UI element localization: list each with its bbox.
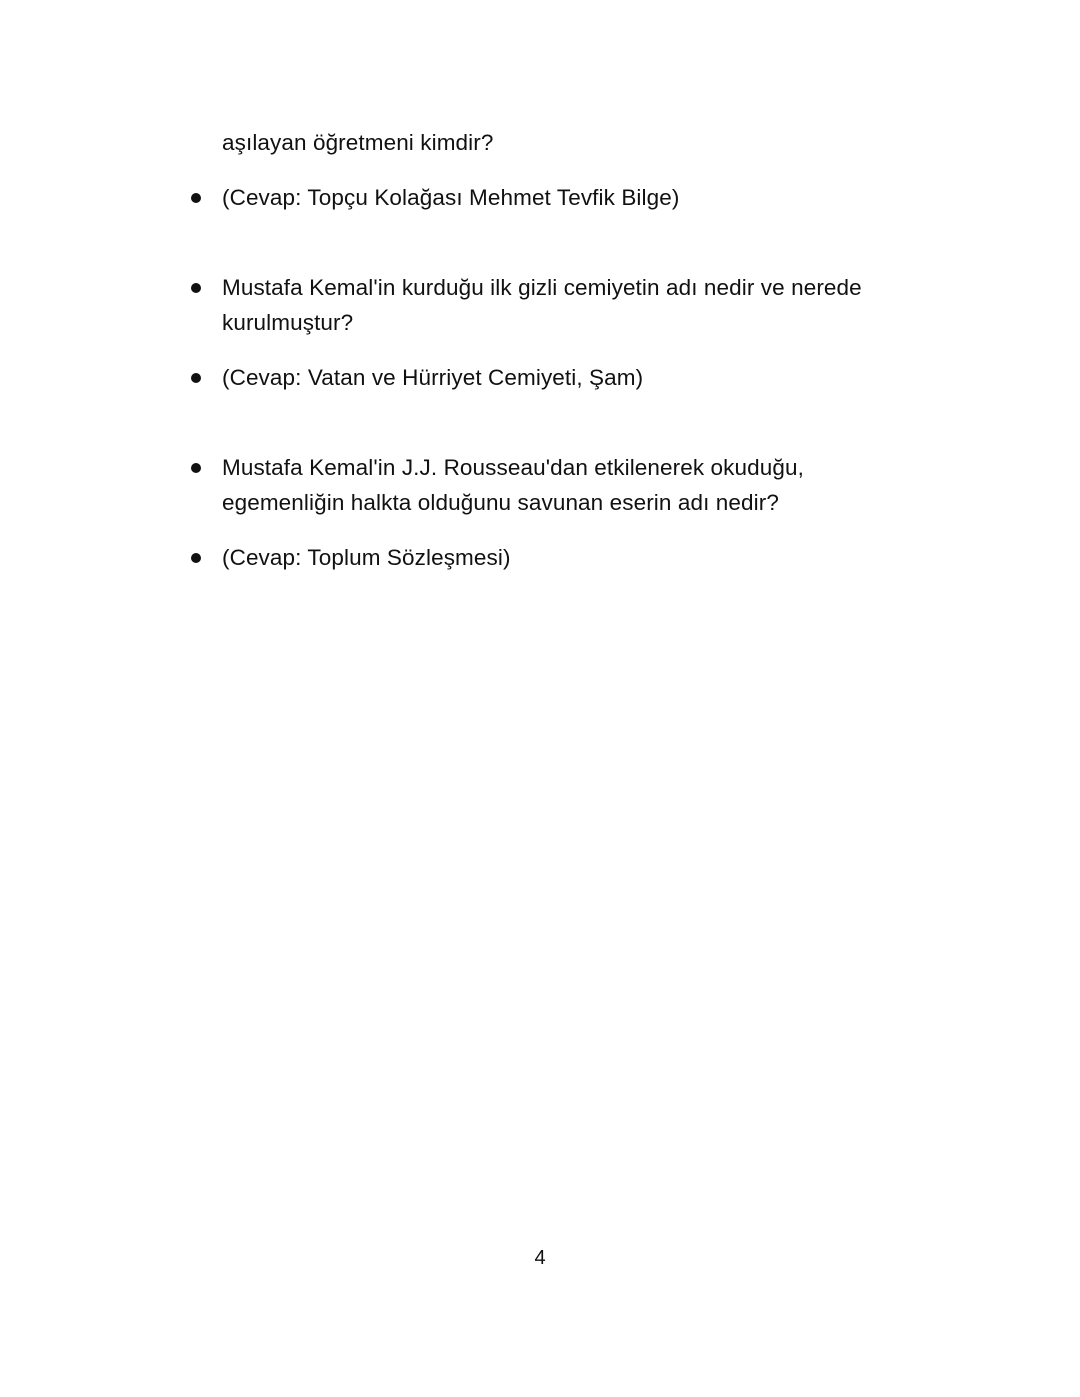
question-text-line-2: kurulmuştur? <box>222 310 354 335</box>
page-number: 4 <box>534 1247 546 1269</box>
question-text-line-1: Mustafa Kemal'in kurduğu ilk gizli cemiyetin adı nedir ve nerede <box>222 275 862 300</box>
bullet-icon <box>191 283 201 293</box>
answer-text: (Cevap: Topçu Kolağası Mehmet Tevfik Bilge) <box>222 185 680 210</box>
answer-text: (Cevap: Vatan ve Hürriyet Cemiyeti, Şam) <box>222 365 644 390</box>
continuation-text: aşılayan öğretmeni kimdir? <box>222 130 494 155</box>
bullet-icon <box>191 553 201 563</box>
answer-text: (Cevap: Toplum Sözleşmesi) <box>222 545 511 570</box>
bullet-icon <box>191 463 201 473</box>
question-text-line-2: egemenliğin halkta olduğunu savunan eserin adı nedir? <box>222 490 779 515</box>
question-text-line-1: Mustafa Kemal'in J.J. Rousseau'dan etkilenerek okuduğu, <box>222 455 804 480</box>
bullet-icon <box>191 373 201 383</box>
bullet-icon <box>191 193 201 203</box>
